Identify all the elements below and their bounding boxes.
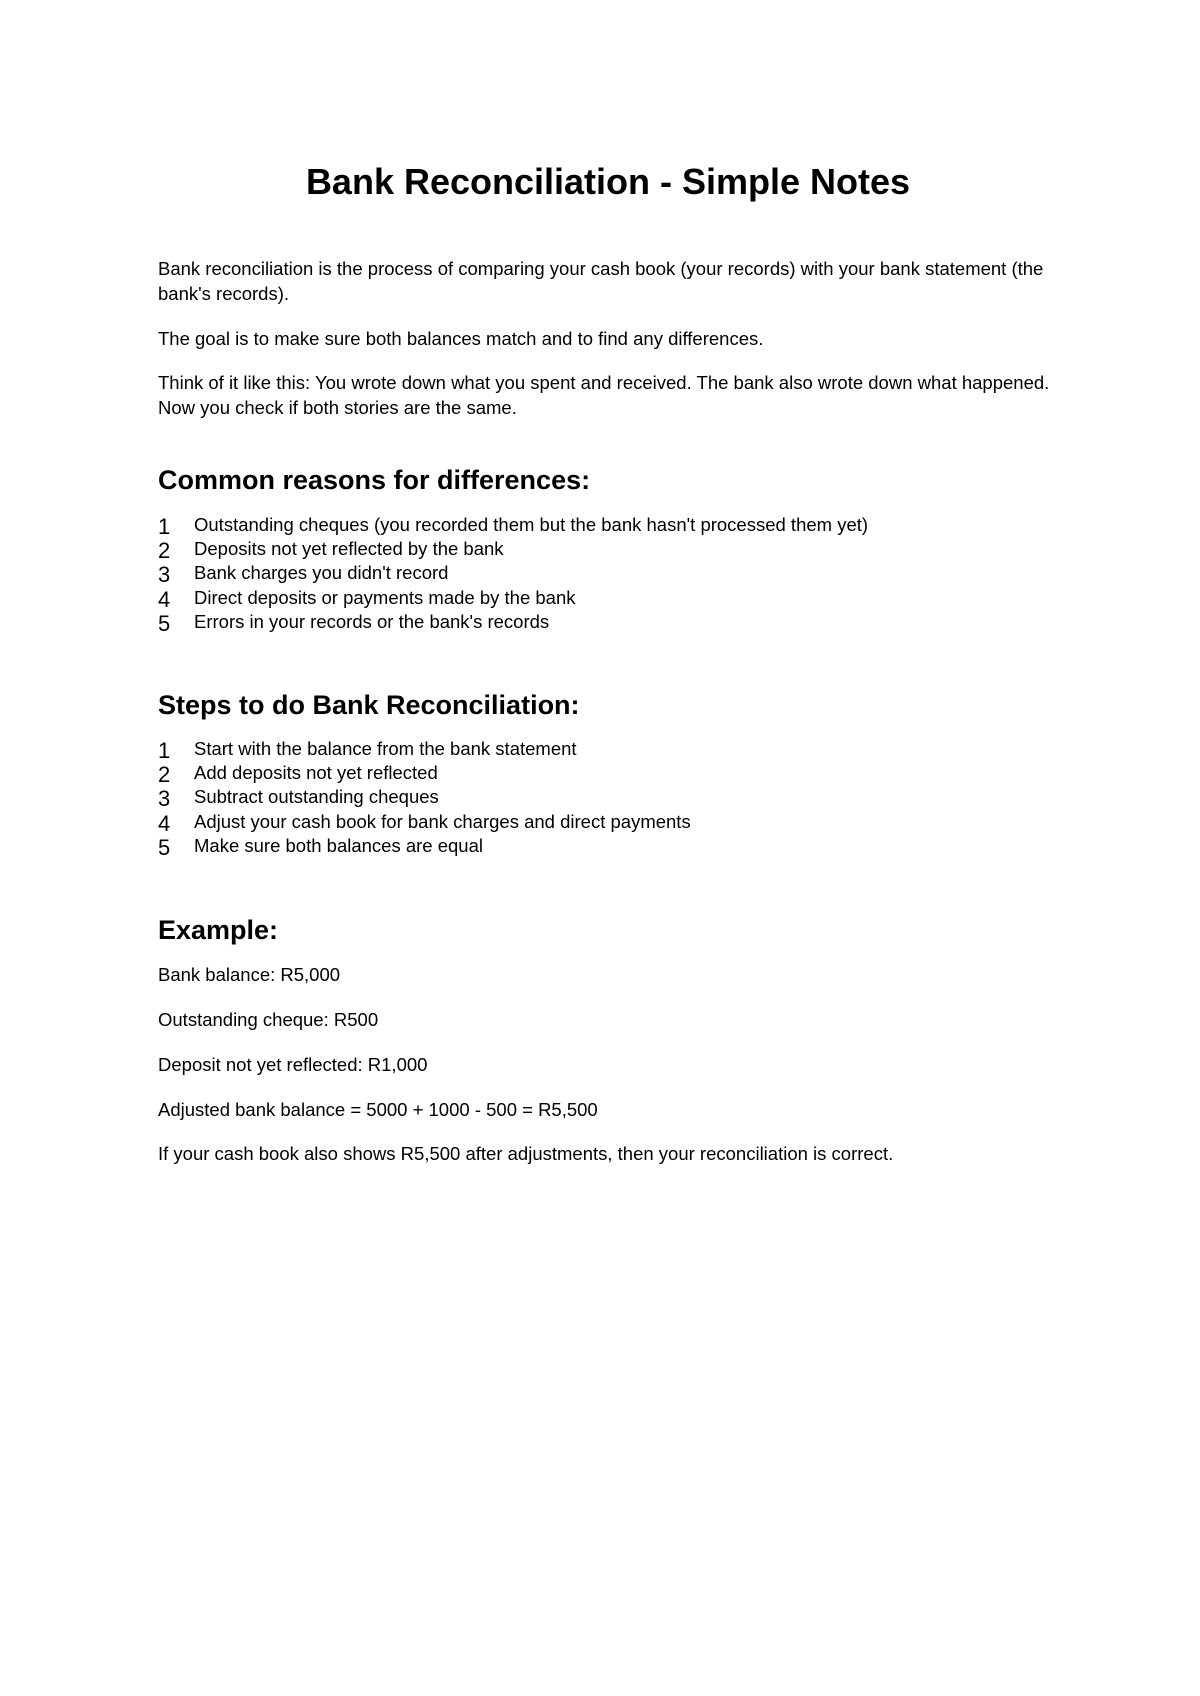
intro-paragraph-analogy: Think of it like this: You wrote down what you spent and received. The bank also wrote down what happened. Now you check if both stories are the same. (158, 372, 1050, 418)
list-item (158, 561, 868, 588)
list-item-text: Add deposits not yet reflected (194, 762, 438, 784)
intro-paragraph-definition: Bank reconciliation is the process of comparing your cash book (your records) with your bank statement (the bank's records). (158, 258, 1044, 304)
steps-list (158, 737, 691, 858)
list-number: 3 (158, 562, 171, 588)
intro-paragraph-goal: The goal is to make sure both balances match and to find any differences. (158, 328, 764, 349)
list-item-text: Subtract outstanding cheques (194, 786, 439, 808)
example-bank-balance: Bank balance: R5,000 (158, 964, 341, 985)
example-heading: Example: (158, 915, 279, 945)
list-item-text: Adjust your cash book for bank charges and direct payments (194, 810, 691, 832)
list-number: 1 (158, 738, 171, 763)
list-item-text: Direct deposits or payments made by the bank (194, 586, 576, 608)
list-item (158, 834, 691, 858)
reasons-list (158, 513, 868, 634)
example-adjusted-balance: Adjusted bank balance = 5000 + 1000 - 500 = R5,500 (158, 1099, 598, 1120)
list-item (158, 586, 868, 610)
page-title: Bank Reconciliation - Simple Notes (305, 161, 911, 202)
list-item-text: Start with the balance from the bank statement (194, 738, 577, 759)
list-item-text: Bank charges you didn't record (194, 562, 449, 584)
reasons-heading: Common reasons for differences: (158, 465, 591, 495)
list-item (158, 610, 868, 634)
list-number: 5 (158, 610, 171, 636)
list-number: 4 (158, 586, 171, 612)
steps-heading: Steps to do Bank Reconciliation: (158, 690, 580, 720)
list-item-text: Outstanding cheques (you recorded them but the bank hasn't processed them yet) (194, 514, 869, 535)
list-number: 5 (158, 834, 171, 860)
list-item-text: Deposits not yet reflected by the bank (194, 538, 504, 560)
list-item (158, 761, 691, 788)
list-item (158, 537, 868, 564)
list-number: 3 (158, 786, 171, 812)
list-number: 4 (158, 810, 171, 836)
list-item-text: Make sure both balances are equal (194, 834, 483, 856)
example-deposit: Deposit not yet reflected: R1,000 (158, 1054, 428, 1075)
list-item (158, 810, 691, 834)
list-number: 2 (158, 538, 171, 564)
list-number: 2 (158, 762, 171, 788)
list-item (158, 513, 868, 537)
list-number: 1 (158, 514, 171, 539)
example-conclusion: If your cash book also shows R5,500 after adjustments, then your reconciliation is correct. (158, 1143, 894, 1164)
list-item-text: Errors in your records or the bank's records (194, 610, 550, 632)
list-item (158, 737, 691, 761)
list-item (158, 785, 691, 812)
example-outstanding-cheque: Outstanding cheque: R500 (158, 1009, 379, 1030)
